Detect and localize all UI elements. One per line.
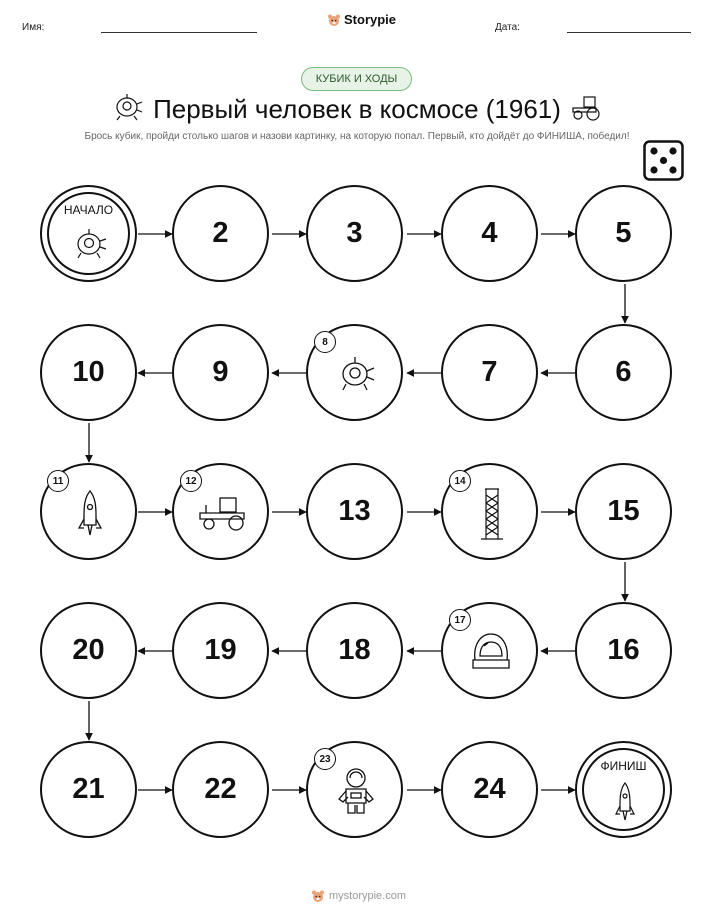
rocket-icon — [615, 781, 635, 823]
bear-logo-icon — [311, 889, 325, 903]
square-15[interactable] — [575, 463, 672, 560]
square-number: 22 — [204, 773, 237, 805]
page-title: Первый человек в космосе (1961) — [153, 94, 561, 124]
square-number: 10 — [72, 356, 105, 388]
square-number: 2 — [212, 217, 229, 249]
launch-tower-icon — [477, 487, 507, 541]
square-number: 21 — [72, 773, 105, 805]
square-18[interactable] — [306, 602, 403, 699]
start-square[interactable] — [40, 185, 137, 282]
brand-name: Storypie — [344, 12, 397, 27]
footer — [311, 889, 406, 903]
square-number: 6 — [615, 356, 632, 388]
square-number: 20 — [72, 634, 105, 666]
square-number: 15 — [607, 495, 640, 527]
date-label: Дата: — [495, 22, 520, 33]
astronaut-icon — [336, 767, 376, 817]
square-5[interactable] — [575, 185, 672, 282]
square-6[interactable] — [575, 324, 672, 421]
square-12-tag: 12 — [180, 470, 202, 492]
finish-label: ФИНИШ — [600, 759, 647, 773]
square-number: 9 — [212, 356, 229, 388]
square-10[interactable] — [40, 324, 137, 421]
square-3[interactable] — [306, 185, 403, 282]
square-number: 16 — [607, 634, 640, 666]
square-2[interactable] — [172, 185, 269, 282]
square-22[interactable] — [172, 741, 269, 838]
square-20[interactable] — [40, 602, 137, 699]
square-8-tag: 8 — [314, 331, 336, 353]
square-11-tag: 11 — [47, 470, 69, 492]
square-17-tag: 17 — [449, 609, 471, 631]
square-16[interactable] — [575, 602, 672, 699]
rocket-icon — [78, 489, 102, 539]
square-number: 4 — [481, 217, 498, 249]
game-type-badge: КУБИК И ХОДЫ — [301, 67, 412, 91]
square-number: 19 — [204, 634, 237, 666]
finish-square[interactable] — [575, 741, 672, 838]
name-label: Имя: — [22, 22, 45, 33]
square-number: 24 — [473, 773, 506, 805]
square-4[interactable] — [441, 185, 538, 282]
capsule-icon — [72, 227, 108, 261]
footer-link[interactable]: mystorypie.com — [329, 890, 407, 902]
square-number: 5 — [615, 217, 632, 249]
square-9[interactable] — [172, 324, 269, 421]
square-number: 7 — [481, 356, 498, 388]
square-19[interactable] — [172, 602, 269, 699]
square-21[interactable] — [40, 741, 137, 838]
square-number: 3 — [346, 217, 363, 249]
start-label: НАЧАЛО — [63, 203, 114, 217]
helmet-icon — [469, 630, 513, 674]
tractor-icon — [196, 495, 250, 531]
capsule-icon — [336, 354, 376, 394]
square-14-tag: 14 — [449, 470, 471, 492]
square-24[interactable] — [441, 741, 538, 838]
square-number: 13 — [338, 495, 371, 527]
square-number: 18 — [338, 634, 371, 666]
instructions: Брось кубик, пройди столько шагов и назови картинку, на которую попал. Первый, кто дойдёт до ФИНИША, победил! — [84, 131, 630, 142]
square-13[interactable] — [306, 463, 403, 560]
square-7[interactable] — [441, 324, 538, 421]
square-23-tag: 23 — [314, 748, 336, 770]
